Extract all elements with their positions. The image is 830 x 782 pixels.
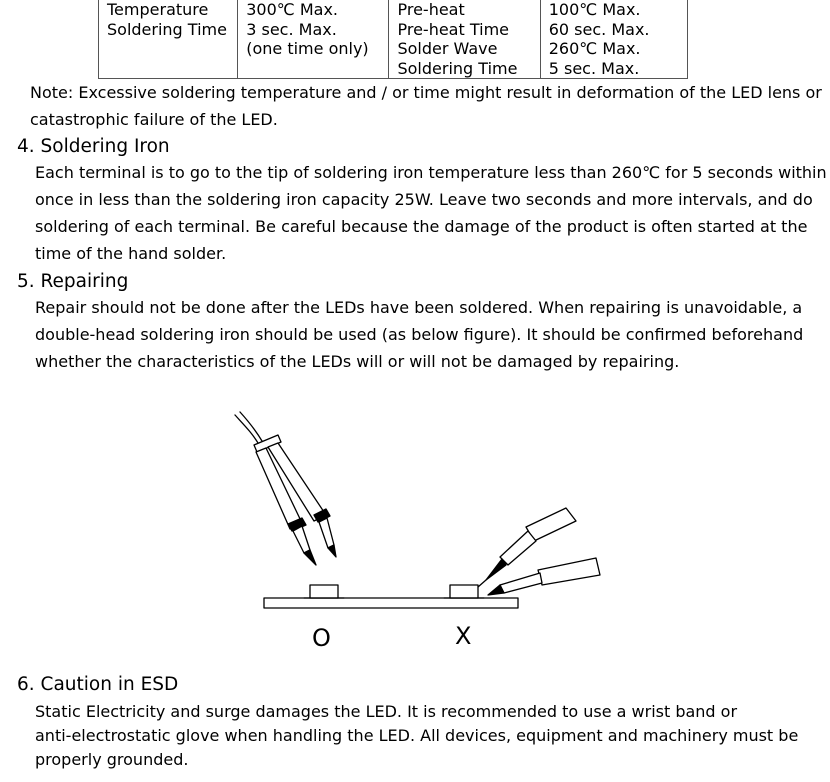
soldering-spec-table [98,0,688,79]
paragraph-line: once in less than the soldering iron capacity 25W. Leave two seconds and more intervals, and do [35,190,813,209]
good-mark: O [312,624,331,652]
cell-text: Soldering Time [397,58,518,78]
paragraph-line: whether the characteristics of the LEDs will or will not be damaged by repairing. [35,352,680,371]
cell-text: 3 sec. Max. [246,19,337,39]
led-component [310,585,338,598]
cable-wire [240,412,262,441]
cell-text: 5 sec. Max. [548,58,640,78]
paragraph-line: anti-electrostatic glove when handling the LED. All devices, equipment and machinery must be [35,726,799,745]
cell-text: 300℃ Max. [246,0,338,19]
section-heading-repairing: 5. Repairing [17,271,129,292]
cell-text: 60 sec. Max. [548,19,650,39]
cell-text: Solder Wave [397,39,498,58]
paragraph-line: Repair should not be done after the LEDs have been soldered. When repairing is unavoidable, a [35,298,803,317]
cell-text: 260℃ Max. [548,39,641,58]
note-line: Note: Excessive soldering temperature and / or time might result in deformation of the LED lens or [30,83,822,102]
table-cell-hand-value [238,0,389,79]
section-heading-caution-esd: 6. Caution in ESD [17,674,179,695]
paragraph-line: Static Electricity and surge damages the LED. It is recommended to use a wrist band or [35,702,738,721]
iron-tip-point [328,545,336,557]
bad-mark: X [455,622,472,650]
paragraph-line: soldering of each terminal. Be careful because the damage of the product is often started at the [35,217,808,236]
table-cell-parameter [99,0,238,79]
section-heading-soldering-iron: 4. Soldering Iron [17,136,170,157]
iron-tip-point [304,550,316,565]
cell-text: Pre-heat [397,0,465,19]
repair-figure [230,405,610,655]
cell-text: Pre-heat Time [397,19,509,39]
table-row [99,0,688,79]
led-component [450,585,478,598]
paragraph-line: properly grounded. [35,750,189,769]
table-cell-wave-parameter [389,0,540,79]
iron-tip-left [293,526,310,553]
cell-text: Temperature [107,0,209,19]
paragraph-line: Each terminal is to go to the tip of soldering iron temperature less than 260℃ for 5 seconds within [35,163,827,182]
note-line: catastrophic failure of the LED. [30,110,278,129]
cell-text: 100℃ Max. [548,0,641,19]
iron-tip-right [319,518,334,548]
cell-text: (one time only) [246,39,369,58]
circuit-board [264,598,518,608]
paragraph-line: time of the hand solder. [35,244,227,263]
table-cell-wave-value [540,0,687,79]
cell-text: Soldering Time [107,19,227,39]
paragraph-line: double-head soldering iron should be used (as below figure). It should be confirmed beforehand [35,325,804,344]
